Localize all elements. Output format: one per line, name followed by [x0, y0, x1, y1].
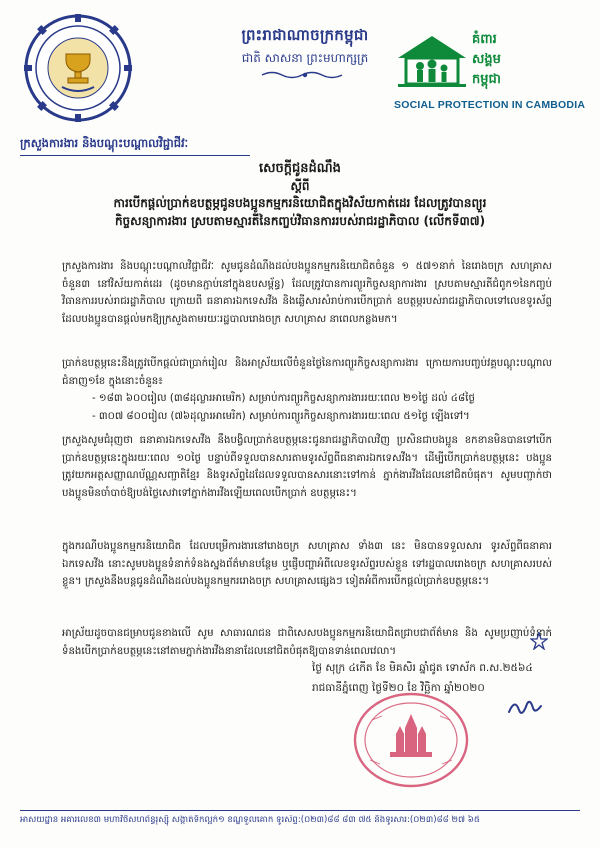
kingdom-heading: ព្រះរាជាណាចក្រកម្ពុជា [241, 26, 369, 44]
national-motto: ជាតិ សាសនា ព្រះមហាក្សត្រ [241, 51, 369, 65]
signature-date-lunar: ថ្ងៃ សុក្រ ៤កើត ខែ មិគសិរ ឆ្នាំជូត ទោស័ក ព.ស.២៥៦៤ [312, 662, 533, 674]
official-stamp-seal [352, 690, 470, 790]
announcement-subject-line2: កិច្ចសន្យាការងារ ស្របតាមស្មារតីនៃកញ្ចប់វិធានការរបស់រាជរដ្ឋាភិបាល (លើកទី៣៧) [114, 214, 486, 228]
announcement-title: សេចក្តីជូនដំណឹង [259, 161, 341, 176]
logo-text-line2: សង្គម [472, 52, 501, 67]
payment-bullet-2: - ៣០៧ ៨០០រៀល (៧៦ដុល្លារអាមេរិក) សម្រាប់ការព្យួរកិច្ចសន្យាការងាររយៈពេល ៥១ថ្ងៃ ឡើងទៅ។ [92, 411, 470, 422]
ministry-underline [20, 155, 250, 156]
handwritten-signature-icon [505, 692, 545, 722]
footer-divider [20, 810, 580, 811]
body-paragraph-4: ក្នុងករណីបងប្អូនកម្មករនិយោជិត ដែលបម្រើការងារនៅរោងចក្រ សហគ្រាស ទាំង៣ នេះ មិនបានទទួលសារ ទូរស័ព្ទពីធនាគារឯកទេសវីង នោះសូមបងប្អូនទំនាក់ទំនងស្នងព័ត៌មានបន្ថែម ឬផ្ញើបញ្ហាអំពីលេខទូរស័ព្ទរបស់ខ្លួន ទៅរដ្ឋបាលរោងចក្រ សហគ្រាសរបស់ខ្លួន។ ក្រសួងនឹងបន្តជូនដំណឹងដល់បងប្អូនកម្មកររោងចក្រ សហគ្រាសផ្សេងៗ ទៀតអំពីការបើកផ្តល់ប្រាក់ឧបត្ថម្ភនេះ។ [62, 541, 552, 587]
handwritten-star-icon [530, 632, 548, 650]
footer-address: អាសយដ្ឋាន អគារលេខ៣ មហាវិថីសហព័ន្ធរុស្ស៊ី សង្កាត់ទឹកល្អក់១ ខណ្ឌទួលគោក ទូរស័ព្ទ:(០២៣)៨៨ ៨៣ ៧៥ និងទូរសារ:(០២៣)៨៨ ២៧ ៦៥ [20, 815, 480, 825]
ministry-name: ក្រសួងការងារ និងបណ្តុះបណ្តាលវិជ្ជាជីវៈ [20, 136, 189, 150]
payment-bullet-1: - ១៨៣ ៦០០រៀល (៣៨ដុល្លារអាមេរិក) សម្រាប់ការព្យួរកិច្ចសន្យាការងាររយៈពេល ២១ថ្ងៃ ដល់ ៤៨ថ្ងៃ [92, 393, 475, 404]
ministry-seal-logo [22, 12, 134, 124]
social-protection-caption: SOCIAL PROTECTION IN CAMBODIA [394, 99, 586, 111]
body-paragraph-3: ក្រសួងសូមជំរុញថា ធនាគារឯកទេសវីង នឹងបង្វិលប្រាក់ឧបត្ថម្ភនេះជូនរាជរដ្ឋាភិបាលវិញ ប្រសិនជាបងប្អូន ខកខានមិនបានទៅបើកប្រាក់ឧបត្ថម្ភនេះក្នុងរយៈពេល ១០ថ្ងៃ បន្ទាប់ពីទទួលបានសារតាមទូរស័ព្ទពីធនាគារឯកទេសវីង។ ដើម្បីបើកប្រាក់ឧបត្ថម្ភនេះ បងប្អូនត្រូវយកអត្តសញ្ញាណប័ណ្ណសញ្ជាតិខ្មែរ និងទូរស័ព្ទដៃដែលទទួលបានសារនោះទៅកាន់ ភ្នាក់ងារវីងដែលនៅជិតបំផុត។ សូមបញ្ជាក់ថា បងប្អូនមិនចាំបាច់ឱ្យបង់ថ្លៃសេវាទៅភ្នាក់ងារវីងឡើយពេលបើកប្រាក់ ឧបត្ថម្ភនេះ។ [62, 435, 552, 499]
body-paragraph-5: អាស្រ័យដូចបានជម្រាបជូនខាងលើ សូម សាធារណជន ជាពិសេសបងប្អូនកម្មករនិយោជិតជ្រាបជាព័ត៌មាន និង សូមប្រញាប់ទំនាក់ទំនងបើកប្រាក់ឧបត្ថម្ភនេះនៅតាមភ្នាក់ងារវីងនានាដែលនៅជិតបំផុតឱ្យបានទាន់ពេលវេលា។ [62, 628, 552, 657]
signature-date-solar: រាជធានីភ្នំពេញ ថ្ងៃទី២០ ខែ វិច្ឆិកា ឆ្នាំ២០២០ [312, 682, 485, 694]
motto-ornament-icon [260, 70, 350, 80]
body-paragraph-2: ប្រាក់ឧបត្ថម្ភនេះនឹងត្រូវបើកផ្តល់ជាប្រាក់រៀល និងអាស្រ័យលើចំនួនថ្ងៃនៃការព្យួរកិច្ចសន្យាការងារ ក្រោយការបញ្ចប់វគ្គបណ្តុះបណ្តាលជំនាញ១ខែ ក្នុងនោះចំនួន៖ [62, 358, 552, 387]
body-paragraph-1: ក្រសួងការងារ និងបណ្តុះបណ្តាលវិជ្ជាជីវៈ សូមជូនដំណឹងដល់បងប្អូនកម្មករនិយោជិតចំនួន ១ ៥៧១នាក់ នៃរោងចក្រ សហគ្រាស ចំនួន៣ នៅវិស័យកាត់ដេរ (ដូចមានភ្ជាប់នៅក្នុងឧបសម្ព័ន្ធ) ដែលត្រូវបានការព្យួរកិច្ចសន្យាការងារ ស្របតាមស្មារតីជំពូក១នៃកញ្ចប់វិធានការរបស់រាជរដ្ឋាភិបាល ក្រោយពី ធនាគារឯកទេសវីង និងឆ្លើសារសំរាប់ការបើកប្រាក់ ឧបត្ថម្ភរបស់រាជរដ្ឋាភិបាលទៅលេខទូរស័ព្ទ ដែលបងប្អូនបានផ្តល់មកឱ្យក្រសួងតាមរយៈរដ្ឋបាលរោងចក្រ សហគ្រាស នាពេលកន្លងមក។ [62, 261, 552, 325]
social-protection-logo-text [472, 30, 592, 90]
logo-text-line1: គំពារ [472, 32, 497, 47]
logo-text-line3: កម្ពុជា [472, 72, 501, 87]
announcement-subject-line1: ការបើកផ្តល់ប្រាក់ឧបត្ថម្ភជូនបងប្អូនកម្មករនិយោជិតក្នុងវិស័យកាត់ដេរ ដែលត្រូវបានព្យួរ [113, 196, 487, 210]
announcement-subject-label: ស្តីពី [290, 179, 310, 193]
